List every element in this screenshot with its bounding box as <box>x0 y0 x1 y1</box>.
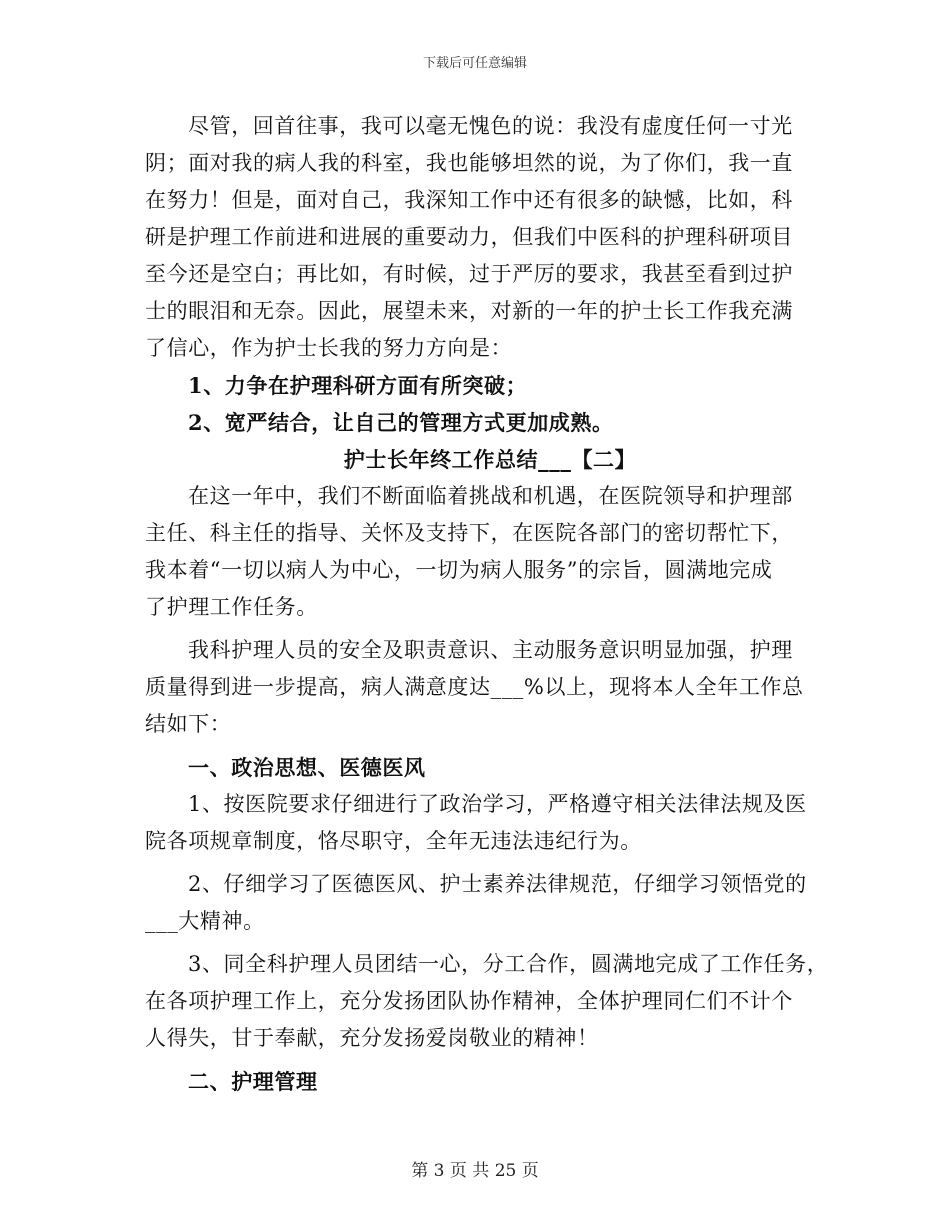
paragraph-line: 质量得到进一步提高，病人满意度达___%以上，现将本人全年工作总 <box>145 675 804 699</box>
paragraph-line: 在这一年中，我们不断面临着挑战和机遇，在医院领导和护理部 <box>188 484 793 508</box>
paragraph-line: 2、仔细学习了医德医风、护士素养法律规范，仔细学习领悟党的 <box>188 872 807 896</box>
paragraph-line: 我本着“一切以病人为中心，一切为病人服务”的宗旨，圆满地完成 <box>145 558 773 582</box>
paragraph-line: 了护理工作任务。 <box>145 595 318 619</box>
goal-item: 1、力争在护理科研方面有所突破； <box>188 373 528 398</box>
paragraph-line: 了信心，作为护士长我的努力方向是： <box>145 336 513 360</box>
paragraph-line: 院各项规章制度，恪尽职守，全年无违法违纪行为。 <box>145 829 642 853</box>
paragraph-line: 1、按医院要求仔细进行了政治学习，严格遵守相关法律法规及医 <box>188 792 807 816</box>
page-footer: 第 3 页 共 25 页 <box>411 1161 539 1181</box>
paragraph-line: 我科护理人员的安全及职责意识、主动服务意识明显加强，护理 <box>188 638 793 662</box>
paragraph-line: 3、同全科护理人员团结一心，分工合作，圆满地完成了工作任务， <box>188 952 829 976</box>
page-header: 下载后可任意编辑 <box>422 56 527 71</box>
paragraph-line: 阴；面对我的病人我的科室，我也能够坦然的说，为了你们，我一直 <box>145 151 793 175</box>
document-body <box>145 108 835 1100</box>
paragraph-line: ___大精神。 <box>145 909 265 933</box>
section-title: 护士长年终工作总结___【二】 <box>343 447 637 472</box>
paragraph-line: 至今还是空白；再比如，有时候，过于严厉的要求，我甚至看到过护 <box>145 262 793 286</box>
paragraph-line: 尽管，回首往事，我可以毫无愧色的说：我没有虚度任何一寸光 <box>188 114 793 138</box>
paragraph-line: 结如下： <box>145 712 232 736</box>
goal-item: 2、宽严结合，让自己的管理方式更加成熟。 <box>188 410 614 435</box>
paragraph-line: 研是护理工作前进和进展的重要动力，但我们中医科的护理科研项目 <box>145 225 793 249</box>
paragraph-line: 主任、科主任的指导、关怀及支持下，在医院各部门的密切帮忙下， <box>145 521 793 545</box>
section-heading: 二、护理管理 <box>188 1069 318 1094</box>
paragraph-line: 在努力！但是，面对自己，我深知工作中还有很多的缺憾，比如，科 <box>145 188 793 212</box>
paragraph-line: 士的眼泪和无奈。因此，展望未来，对新的一年的护士长工作我充满 <box>145 299 793 323</box>
paragraph-line: 在各项护理工作上，充分发扬团队协作精神，全体护理同仁们不计个 <box>145 989 793 1013</box>
paragraph-line: 人得失，甘于奉献，充分发扬爱岗敬业的精神！ <box>145 1026 599 1050</box>
section-heading: 一、政治思想、医德医风 <box>188 755 426 780</box>
